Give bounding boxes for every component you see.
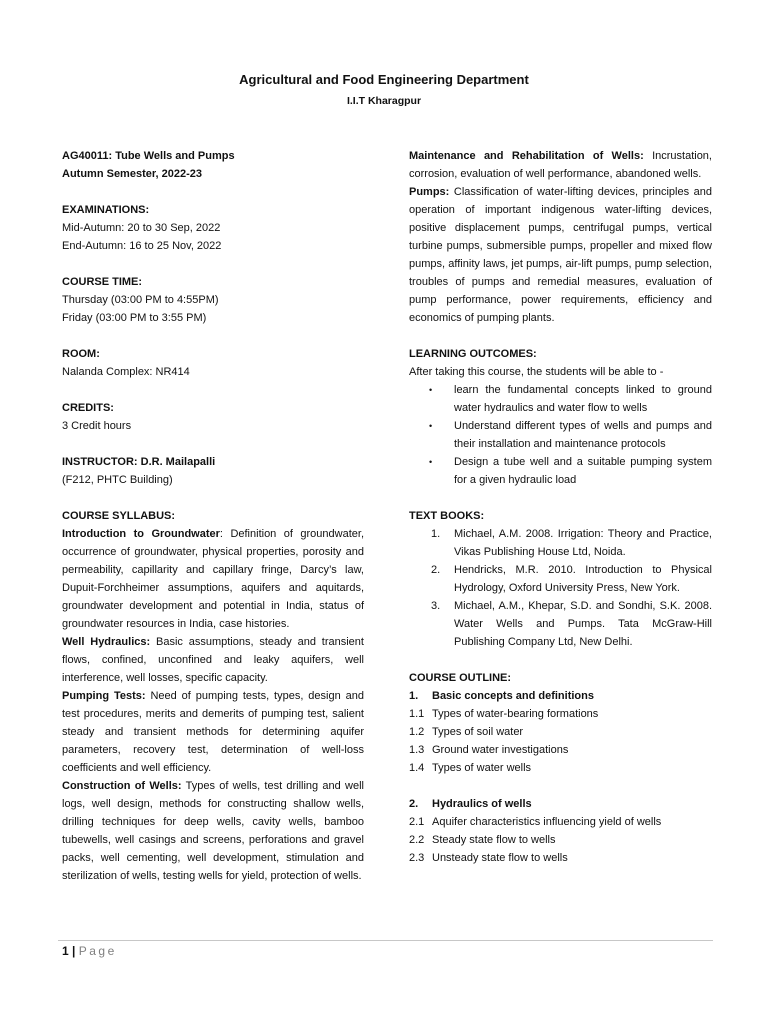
text-book-item: 1. Michael, A.M. 2008. Irrigation: Theory and Practice, Vikas Publishing House Ltd, Noida. [431,528,712,558]
instructor-office: (F212, PHTC Building) [62,474,173,486]
page-number: 1 [62,944,69,958]
course-code-title: AG40011: Tube Wells and Pumps [62,150,235,162]
outline-item: 1.2 Types of soil water [409,726,524,738]
text-book-item: 3. Michael, A.M., Khepar, S.D. and Sondhi, S.K. 2008. Water Wells and Pumps. Tata McGraw-Hill Publishing Company Ltd, New Delhi. [431,600,712,648]
course-outline-heading: COURSE OUTLINE: [409,672,512,684]
right-column [409,147,712,867]
page-word: Page [78,944,117,958]
credits-value: 3 Credit hours [62,420,132,432]
outline-item: 2.2 Steady state flow to wells [409,834,556,846]
outcome-item: • Understand different types of wells and pumps and their installation and maintenance protocols [409,417,712,453]
outline-unit-title: 1. Basic concepts and definitions [409,690,594,702]
syllabus-heading: COURSE SYLLABUS: [62,510,176,522]
credits-heading: CREDITS: [62,402,114,414]
course-time-thursday: Thursday (03:00 PM to 4:55PM) [62,294,219,306]
syllabus-pumping-tests: Pumping Tests: Need of pumping tests, types, design and test procedures, merits and demerits of pumping test, salient steady and transient methods for determining aquifer parameters, recovery test, determination of well-loss coefficients and well efficiency. [62,690,364,774]
learning-outcomes-intro: After taking this course, the students will be able to - [409,366,664,378]
end-autumn-exam: End-Autumn: 16 to 25 Nov, 2022 [62,240,222,252]
outline-item: 1.1 Types of water-bearing formations [409,708,599,720]
syllabus-groundwater: Introduction to Groundwater: Definition of groundwater, occurrence of groundwater, physical properties, porosity and permeability, capillarity and capillary fringe, Darcy’s law, Dupuit-Forchheimer assumptions, aquifers and aquitards, groundwater development and potential in India, status of groundwater resources in India, case histories. [62,528,364,630]
outline-item: 2.1 Aquifer characteristics influencing yield of wells [409,816,662,828]
syllabus-construction: Construction of Wells: Types of wells, test drilling and well logs, well design, methods for constructing shallow wells, drilling techniques for deep wells, cavity wells, bamboo tubewells, well casings and screens, perforations and gravel packs, well cementing, well development, stimulation and sterilization of wells, testing wells for yield, protection of wells. [62,780,364,882]
syllabus-pumps: Pumps: Classification of water-lifting devices, principles and operation of important indigenous water-lifting devices, positive displacement pumps, centrifugal pumps, vertical turbine pumps, submersible pumps, propeller and mixed flow pumps, affinity laws, jet pumps, air-lift pumps, pump selection, troubles of pumps and remedial measures, evaluation of pump performance, power requirements, efficiency and economics of pumping plants. [409,186,712,324]
outline-item: 1.4 Types of water wells [409,762,532,774]
syllabus-well-hydraulics: Well Hydraulics: Basic assumptions, steady and transient flows, confined, unconfined and leaky aquifers, well interference, well losses, specific capacity. [62,636,364,684]
outcome-item: • learn the fundamental concepts linked to ground water hydraulics and water flow to wells [409,381,712,417]
room-value: Nalanda Complex: NR414 [62,366,190,378]
footer-divider [58,940,713,941]
left-column [62,147,364,885]
room-heading: ROOM: [62,348,100,360]
bullet-icon: • [429,385,433,395]
examinations-heading: EXAMINATIONS: [62,204,150,216]
text-book-item: 2. Hendricks, M.R. 2010. Introduction to Physical Hydrology, Oxford University Press, New York. [431,564,712,594]
outline-item: 2.3 Unsteady state flow to wells [409,852,568,864]
outcome-item: • Design a tube well and a suitable pumping system for a given hydraulic load [409,453,712,489]
institute-subtitle: I.I.T Kharagpur [346,95,422,107]
outline-item: 1.3 Ground water investigations [409,744,569,756]
course-time-heading: COURSE TIME: [62,276,143,288]
syllabus-maintenance: Maintenance and Rehabilitation of Wells: Incrustation, corrosion, evaluation of well performance, abandoned wells. [409,150,712,180]
bullet-icon: • [429,421,433,431]
course-semester: Autumn Semester, 2022-23 [62,168,203,180]
page-footer [62,944,117,958]
outline-unit-title: 2. Hydraulics of wells [409,798,532,810]
course-time-friday: Friday (03:00 PM to 3:55 PM) [62,312,207,324]
instructor-heading: INSTRUCTOR: D.R. Mailapalli [62,456,216,468]
learning-outcomes-heading: LEARNING OUTCOMES: [409,348,537,360]
department-title: Agricultural and Food Engineering Department [239,72,529,87]
mid-autumn-exam: Mid-Autumn: 20 to 30 Sep, 2022 [62,222,221,234]
bullet-icon: • [429,457,433,467]
text-books-heading: TEXT BOOKS: [409,510,485,522]
page-separator: | [72,944,76,958]
